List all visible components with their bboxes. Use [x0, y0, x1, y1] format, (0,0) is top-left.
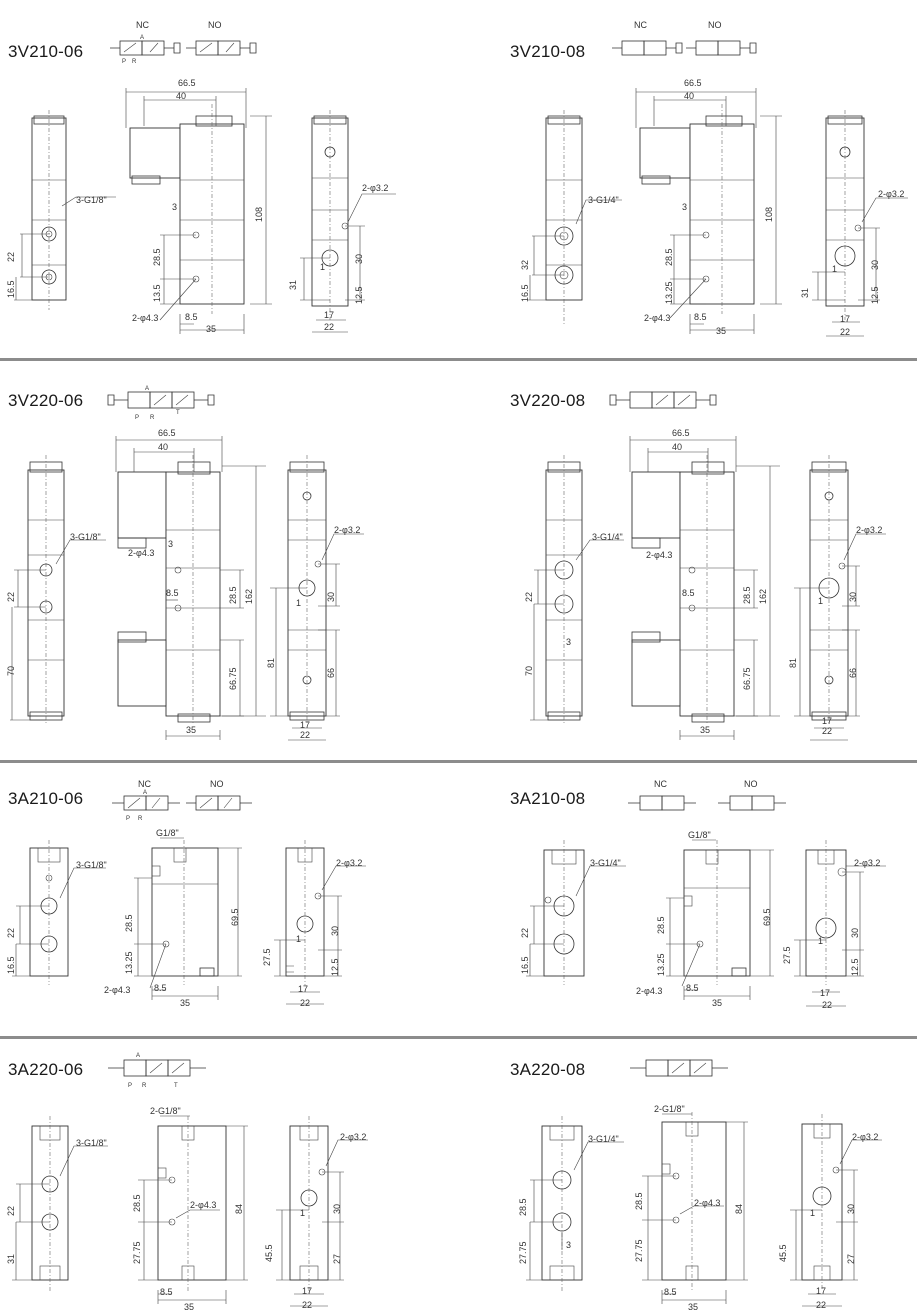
- svg-text:28.5: 28.5: [124, 914, 134, 932]
- svg-text:2-φ4.3: 2-φ4.3: [646, 550, 673, 560]
- model-title: 3V210-08: [510, 42, 586, 61]
- svg-text:22: 22: [524, 591, 534, 602]
- svg-text:2-φ4.3: 2-φ4.3: [190, 1200, 217, 1210]
- svg-text:3: 3: [168, 539, 174, 549]
- svg-text:12.5: 12.5: [330, 958, 340, 976]
- svg-text:3-G1/8": 3-G1/8": [76, 195, 107, 205]
- model-title: 3V220-06: [8, 391, 84, 410]
- svg-text:30: 30: [330, 925, 340, 936]
- svg-text:66: 66: [326, 667, 336, 678]
- svg-text:40: 40: [672, 442, 683, 452]
- svg-text:8.5: 8.5: [682, 588, 695, 598]
- svg-text:35: 35: [180, 998, 191, 1008]
- svg-text:28.5: 28.5: [132, 1194, 142, 1212]
- svg-text:32: 32: [520, 259, 530, 270]
- svg-text:27.75: 27.75: [634, 1239, 644, 1262]
- svg-text:1: 1: [818, 936, 824, 946]
- svg-text:35: 35: [700, 725, 711, 735]
- svg-text:35: 35: [712, 998, 723, 1008]
- svg-text:1: 1: [818, 596, 824, 606]
- svg-text:66.5: 66.5: [158, 428, 176, 438]
- svg-text:35: 35: [688, 1302, 699, 1312]
- svg-text:R: R: [150, 415, 155, 421]
- svg-text:3-G1/8": 3-G1/8": [76, 860, 107, 870]
- svg-text:12.5: 12.5: [870, 286, 880, 304]
- svg-text:28.5: 28.5: [742, 586, 752, 604]
- svg-text:84: 84: [234, 1203, 244, 1214]
- end-view: [790, 1114, 882, 1306]
- front-view: [642, 1112, 748, 1304]
- svg-text:31: 31: [288, 279, 298, 290]
- svg-text:66.5: 66.5: [684, 78, 702, 88]
- svg-text:P: P: [126, 816, 131, 822]
- svg-text:3: 3: [566, 637, 572, 647]
- svg-text:81: 81: [788, 657, 798, 668]
- svg-text:17: 17: [302, 1286, 313, 1296]
- svg-text:R: R: [132, 59, 137, 65]
- svg-text:8.5: 8.5: [664, 1287, 677, 1297]
- svg-text:P: P: [135, 415, 140, 421]
- svg-text:NC: NC: [136, 20, 149, 30]
- svg-text:8.5: 8.5: [160, 1287, 173, 1297]
- svg-text:1: 1: [296, 598, 302, 608]
- svg-text:30: 30: [354, 253, 364, 264]
- svg-text:16.5: 16.5: [6, 956, 16, 974]
- svg-text:3-G1/4": 3-G1/4": [588, 195, 619, 205]
- svg-text:2-φ3.2: 2-φ3.2: [856, 525, 883, 535]
- end-view: [276, 1116, 368, 1306]
- svg-text:8.5: 8.5: [694, 312, 707, 322]
- svg-text:28.5: 28.5: [656, 916, 666, 934]
- svg-text:22: 22: [840, 327, 851, 337]
- model-title: 3A210-08: [510, 789, 586, 808]
- svg-text:28.5: 28.5: [228, 586, 238, 604]
- svg-text:22: 22: [300, 998, 311, 1008]
- svg-text:1: 1: [296, 934, 302, 944]
- svg-text:40: 40: [176, 91, 187, 101]
- svg-text:2-φ4.3: 2-φ4.3: [644, 313, 671, 323]
- svg-text:12.5: 12.5: [354, 286, 364, 304]
- svg-text:22: 22: [520, 927, 530, 938]
- svg-text:13.25: 13.25: [664, 281, 674, 304]
- svg-text:27.75: 27.75: [132, 1241, 142, 1264]
- svg-text:G1/8": G1/8": [156, 828, 179, 838]
- svg-text:22: 22: [6, 251, 16, 262]
- model-title: 3A220-06: [8, 1060, 84, 1079]
- svg-text:22: 22: [302, 1300, 313, 1310]
- svg-text:70: 70: [524, 665, 534, 676]
- svg-text:35: 35: [184, 1302, 195, 1312]
- svg-text:A: A: [136, 1053, 141, 1059]
- svg-text:30: 30: [850, 927, 860, 938]
- valve-symbol: [630, 1060, 728, 1076]
- svg-text:27: 27: [846, 1253, 856, 1264]
- svg-text:30: 30: [332, 1203, 342, 1214]
- svg-text:A: A: [145, 386, 150, 392]
- svg-text:NC: NC: [654, 779, 667, 789]
- svg-text:2-φ4.3: 2-φ4.3: [694, 1198, 721, 1208]
- svg-text:31: 31: [800, 287, 810, 298]
- svg-text:2-φ3.2: 2-φ3.2: [854, 858, 881, 868]
- svg-text:16.5: 16.5: [520, 956, 530, 974]
- svg-text:22: 22: [300, 730, 311, 740]
- svg-text:17: 17: [300, 720, 311, 730]
- svg-text:40: 40: [684, 91, 695, 101]
- svg-text:40: 40: [158, 442, 169, 452]
- svg-text:NO: NO: [208, 20, 222, 30]
- svg-text:8.5: 8.5: [154, 983, 167, 993]
- svg-text:35: 35: [206, 324, 217, 334]
- svg-text:2-φ3.2: 2-φ3.2: [878, 189, 905, 199]
- svg-text:8.5: 8.5: [185, 312, 198, 322]
- svg-text:28.5: 28.5: [634, 1192, 644, 1210]
- svg-text:35: 35: [186, 725, 197, 735]
- svg-text:2-φ3.2: 2-φ3.2: [362, 183, 389, 193]
- svg-text:69.5: 69.5: [230, 908, 240, 926]
- svg-text:30: 30: [848, 591, 858, 602]
- svg-text:3: 3: [566, 1240, 572, 1250]
- svg-text:30: 30: [846, 1203, 856, 1214]
- svg-text:22: 22: [324, 322, 335, 332]
- svg-text:66.5: 66.5: [178, 78, 196, 88]
- svg-text:28.5: 28.5: [518, 1198, 528, 1216]
- svg-text:17: 17: [822, 716, 833, 726]
- svg-text:1: 1: [320, 262, 326, 272]
- svg-text:81: 81: [266, 657, 276, 668]
- svg-text:13.5: 13.5: [152, 284, 162, 302]
- svg-text:2-φ3.2: 2-φ3.2: [336, 858, 363, 868]
- svg-text:3: 3: [172, 202, 178, 212]
- svg-text:66.75: 66.75: [742, 667, 752, 690]
- svg-text:3: 3: [682, 202, 688, 212]
- svg-text:22: 22: [816, 1300, 827, 1310]
- svg-text:2-φ3.2: 2-φ3.2: [340, 1132, 367, 1142]
- svg-text:27: 27: [332, 1253, 342, 1264]
- svg-text:13.25: 13.25: [656, 953, 666, 976]
- svg-text:30: 30: [326, 591, 336, 602]
- svg-text:27.75: 27.75: [518, 1241, 528, 1264]
- svg-text:22: 22: [6, 1205, 16, 1216]
- svg-text:17: 17: [840, 314, 851, 324]
- svg-text:NO: NO: [708, 20, 722, 30]
- svg-text:17: 17: [298, 984, 309, 994]
- svg-text:16.5: 16.5: [520, 284, 530, 302]
- valve-symbol: [108, 1053, 206, 1089]
- svg-text:3-G1/8": 3-G1/8": [70, 532, 101, 542]
- svg-text:27.5: 27.5: [782, 946, 792, 964]
- svg-text:108: 108: [254, 206, 264, 222]
- svg-text:28.5: 28.5: [664, 248, 674, 266]
- svg-text:22: 22: [822, 726, 833, 736]
- svg-text:69.5: 69.5: [762, 908, 772, 926]
- svg-text:3-G1/4": 3-G1/4": [588, 1134, 619, 1144]
- svg-text:NO: NO: [210, 779, 224, 789]
- svg-text:17: 17: [324, 310, 335, 320]
- svg-text:2-φ4.3: 2-φ4.3: [104, 985, 131, 995]
- svg-text:45.5: 45.5: [778, 1244, 788, 1262]
- svg-text:31: 31: [6, 1253, 16, 1264]
- svg-text:70: 70: [6, 665, 16, 676]
- svg-text:1: 1: [832, 264, 838, 274]
- svg-text:3-G1/8": 3-G1/8": [76, 1138, 107, 1148]
- svg-text:2-φ4.3: 2-φ4.3: [128, 548, 155, 558]
- svg-text:R: R: [142, 1083, 147, 1089]
- svg-text:22: 22: [6, 591, 16, 602]
- svg-text:2-φ4.3: 2-φ4.3: [636, 986, 663, 996]
- svg-text:A: A: [140, 35, 145, 41]
- svg-text:17: 17: [820, 988, 831, 998]
- svg-text:8.5: 8.5: [686, 983, 699, 993]
- svg-text:13.25: 13.25: [124, 951, 134, 974]
- model-title: 3V220-08: [510, 391, 586, 410]
- svg-text:3-G1/4": 3-G1/4": [590, 858, 621, 868]
- svg-text:1: 1: [810, 1208, 816, 1218]
- svg-text:T: T: [174, 1083, 178, 1089]
- svg-text:22: 22: [822, 1000, 833, 1010]
- svg-text:2-φ4.3: 2-φ4.3: [132, 313, 159, 323]
- svg-text:45.5: 45.5: [264, 1244, 274, 1262]
- model-title: 3A220-08: [510, 1060, 586, 1079]
- svg-text:2-φ3.2: 2-φ3.2: [334, 525, 361, 535]
- svg-text:P: P: [128, 1083, 133, 1089]
- svg-text:22: 22: [6, 927, 16, 938]
- svg-text:108: 108: [764, 206, 774, 222]
- svg-text:NC: NC: [138, 779, 151, 789]
- svg-text:NO: NO: [744, 779, 758, 789]
- front-view: [138, 1116, 248, 1304]
- svg-text:16.5: 16.5: [6, 280, 16, 298]
- svg-text:17: 17: [816, 1286, 827, 1296]
- model-title: 3V210-06: [8, 42, 84, 61]
- svg-text:162: 162: [244, 588, 254, 604]
- svg-text:A: A: [143, 790, 148, 796]
- svg-text:2-G1/8": 2-G1/8": [654, 1104, 685, 1114]
- svg-text:P: P: [122, 59, 127, 65]
- svg-text:8.5: 8.5: [166, 588, 179, 598]
- svg-text:27.5: 27.5: [262, 948, 272, 966]
- svg-text:T: T: [176, 410, 180, 416]
- svg-text:3-G1/4": 3-G1/4": [592, 532, 623, 542]
- svg-text:2-G1/8": 2-G1/8": [150, 1106, 181, 1116]
- model-title: 3A210-06: [8, 789, 84, 808]
- svg-text:28.5: 28.5: [152, 248, 162, 266]
- svg-text:NC: NC: [634, 20, 647, 30]
- svg-text:G1/8": G1/8": [688, 830, 711, 840]
- svg-text:2-φ3.2: 2-φ3.2: [852, 1132, 879, 1142]
- svg-text:1: 1: [300, 1208, 306, 1218]
- svg-text:66.75: 66.75: [228, 667, 238, 690]
- svg-text:84: 84: [734, 1203, 744, 1214]
- svg-text:30: 30: [870, 259, 880, 270]
- svg-text:66: 66: [848, 667, 858, 678]
- svg-text:R: R: [138, 816, 143, 822]
- svg-text:162: 162: [758, 588, 768, 604]
- svg-text:35: 35: [716, 326, 727, 336]
- svg-text:66.5: 66.5: [672, 428, 690, 438]
- svg-text:12.5: 12.5: [850, 958, 860, 976]
